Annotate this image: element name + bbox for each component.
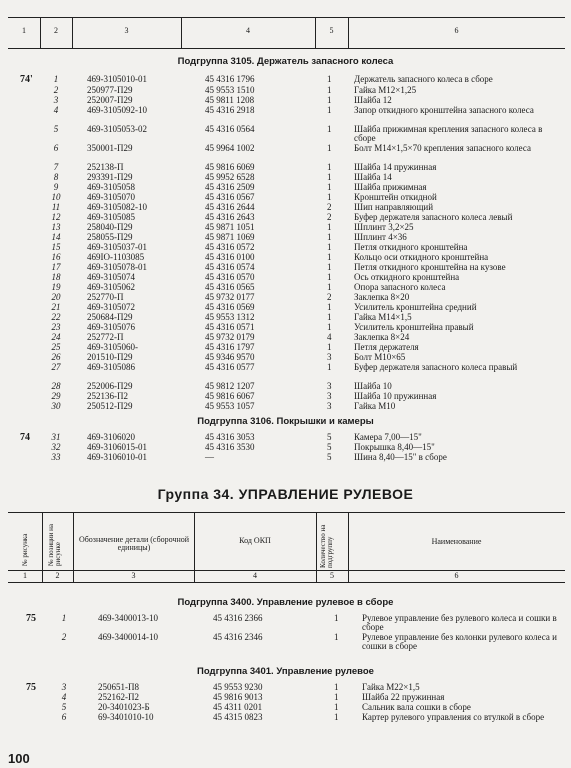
okp-code: 45 4316 2346 bbox=[213, 632, 263, 642]
okp-code: 45 4316 0564 bbox=[205, 124, 255, 134]
quantity: 1 bbox=[327, 362, 332, 372]
subgroup-3105-title: Подгруппа 3105. Держатель запасного колеса bbox=[177, 56, 394, 67]
okp-code: 45 9553 1057 bbox=[205, 401, 255, 411]
part-number: 252136-П2 bbox=[87, 391, 128, 401]
part-name: Болт М14×1,5×70 крепления запасного колеса bbox=[354, 143, 531, 153]
position-number: 7 bbox=[53, 162, 59, 172]
colnum-6: 6 bbox=[454, 571, 459, 580]
top-col-1: 1 bbox=[22, 26, 26, 35]
part-name: Усилитель кронштейна средний bbox=[354, 302, 477, 312]
okp-code: 45 4316 2366 bbox=[213, 613, 263, 623]
part-name: Шайба 10 bbox=[354, 381, 392, 391]
quantity: 1 bbox=[327, 162, 332, 172]
part-number: 469-3105062 bbox=[87, 282, 135, 292]
position-number: 32 bbox=[51, 442, 61, 452]
quantity: 1 bbox=[327, 342, 332, 352]
okp-code: 45 4316 2509 bbox=[205, 182, 255, 192]
position-number: 10 bbox=[51, 192, 61, 202]
okp-code: 45 4311 0201 bbox=[213, 702, 263, 712]
okp-code: 45 9553 1510 bbox=[205, 85, 255, 95]
top-col-2: 2 bbox=[54, 26, 58, 35]
position-number: 9 bbox=[53, 182, 59, 192]
part-name: Держатель запасного колеса в сборе bbox=[354, 74, 493, 84]
okp-code: 45 4316 3530 bbox=[205, 442, 255, 452]
table-header-rule-bottom bbox=[8, 582, 565, 583]
part-name: Усилитель кронштейна правый bbox=[354, 322, 474, 332]
quantity: 1 bbox=[334, 613, 339, 623]
part-number: 469-3105058 bbox=[87, 182, 135, 192]
part-number: 469-3105078-01 bbox=[87, 262, 147, 272]
position-number: 19 bbox=[51, 282, 61, 292]
part-number: 350001-П29 bbox=[87, 143, 133, 153]
okp-code: 45 9952 6528 bbox=[205, 172, 255, 182]
okp-code: 45 9816 6067 bbox=[205, 391, 255, 401]
colnum-4: 4 bbox=[253, 571, 257, 580]
header-pos-no-text: № позиции на рисунке bbox=[47, 523, 63, 566]
quantity: 2 bbox=[327, 202, 332, 212]
part-name: Шайба 22 пружинная bbox=[362, 692, 445, 702]
position-number: 18 bbox=[51, 272, 61, 282]
quantity: 1 bbox=[334, 682, 339, 692]
part-name: Кронштейн откидной bbox=[354, 192, 437, 202]
okp-code: 45 4316 1796 bbox=[205, 74, 255, 84]
quantity: 1 bbox=[327, 172, 332, 182]
quantity: 1 bbox=[327, 222, 332, 232]
part-number: 469-3105037-01 bbox=[87, 242, 147, 252]
position-number: 27 bbox=[51, 362, 61, 372]
part-name: Шип направляющий bbox=[354, 202, 434, 212]
part-name: Камера 7,00—15" bbox=[354, 432, 422, 442]
part-number: 258055-П29 bbox=[87, 232, 133, 242]
table-header-rule-top bbox=[8, 512, 565, 513]
okp-code: 45 4316 0565 bbox=[205, 282, 255, 292]
part-name: Шайба 12 bbox=[354, 95, 392, 105]
part-number: 469-3105085 bbox=[87, 212, 135, 222]
part-number: 252162-П2 bbox=[98, 692, 139, 702]
okp-code: 45 9811 1208 bbox=[205, 95, 255, 105]
part-number: 469-3105074 bbox=[87, 272, 135, 282]
position-number: 21 bbox=[51, 302, 61, 312]
quantity: 1 bbox=[327, 143, 332, 153]
okp-code: 45 4316 0572 bbox=[205, 242, 255, 252]
position-number: 6 bbox=[61, 712, 67, 722]
quantity: 3 bbox=[327, 381, 332, 391]
part-number: 252138-П bbox=[87, 162, 124, 172]
quantity: 3 bbox=[327, 401, 332, 411]
okp-code: 45 4316 1797 bbox=[205, 342, 255, 352]
part-name: Буфер держателя запасного колеса правый bbox=[354, 362, 518, 372]
header-designation: Обозначение детали (сборочной единицы) bbox=[78, 535, 190, 553]
position-number: 3 bbox=[53, 95, 59, 105]
part-name: Шайба 14 bbox=[354, 172, 392, 182]
colnum-2: 2 bbox=[55, 571, 60, 580]
part-number: 469-3105053-02 bbox=[87, 124, 147, 134]
header-okp: Код ОКП bbox=[239, 536, 271, 545]
quantity: 3 bbox=[327, 352, 332, 362]
position-number: 33 bbox=[51, 452, 61, 462]
position-number: 5 bbox=[61, 702, 67, 712]
okp-code: 45 9732 0177 bbox=[205, 292, 255, 302]
part-number: 250684-П29 bbox=[87, 312, 133, 322]
position-number: 20 bbox=[51, 292, 61, 302]
part-name: Картер рулевого управления со втулкой в сборе bbox=[362, 712, 545, 722]
position-number: 11 bbox=[51, 202, 61, 212]
position-number: 3 bbox=[61, 682, 67, 692]
quantity: 1 bbox=[327, 272, 332, 282]
group-34-title: Группа 34. УПРАВЛЕНИЕ РУЛЕВОЕ bbox=[157, 486, 414, 502]
quantity: 1 bbox=[327, 182, 332, 192]
quantity: 1 bbox=[327, 105, 332, 115]
part-number: 252007-П29 bbox=[87, 95, 133, 105]
quantity: 1 bbox=[327, 192, 332, 202]
okp-code: — bbox=[205, 452, 214, 462]
subgroup-3400-title: Подгруппа 3400. Управление рулевое в сборе bbox=[177, 597, 394, 608]
part-number: 250651-П8 bbox=[98, 682, 139, 692]
quantity: 4 bbox=[327, 332, 332, 342]
top-col-3: 3 bbox=[124, 26, 129, 35]
part-name: Шина 8,40—15" в сборе bbox=[354, 452, 447, 462]
okp-code: 45 4316 3053 bbox=[205, 432, 255, 442]
position-number: 2 bbox=[53, 85, 59, 95]
table-header-rule-mid bbox=[8, 570, 565, 571]
position-number: 23 bbox=[51, 322, 61, 332]
quantity: 1 bbox=[327, 124, 332, 134]
okp-code: 45 9964 1002 bbox=[205, 143, 255, 153]
part-number: 469-3105072 bbox=[87, 302, 135, 312]
position-number: 22 bbox=[51, 312, 61, 322]
okp-code: 45 9732 0179 bbox=[205, 332, 255, 342]
part-number: 469-3106020 bbox=[87, 432, 135, 442]
okp-code: 45 4316 0577 bbox=[205, 362, 255, 372]
part-number: 469-3106010-01 bbox=[87, 452, 147, 462]
okp-code: 45 4316 0100 bbox=[205, 252, 255, 262]
part-name: Опора запасного колеса bbox=[354, 282, 446, 292]
part-number: 258040-П29 bbox=[87, 222, 133, 232]
position-number: 5 bbox=[53, 124, 59, 134]
okp-code: 45 4316 2918 bbox=[205, 105, 255, 115]
position-number: 24 bbox=[51, 332, 61, 342]
part-number: 252006-П29 bbox=[87, 381, 133, 391]
figure-number: 74' bbox=[20, 74, 33, 85]
part-number: 469-3105086 bbox=[87, 362, 135, 372]
quantity: 1 bbox=[334, 712, 339, 722]
part-number: 250977-П29 bbox=[87, 85, 133, 95]
quantity: 1 bbox=[327, 282, 332, 292]
quantity: 1 bbox=[334, 702, 339, 712]
figure-number: 75 bbox=[26, 682, 36, 693]
page-number: 100 bbox=[8, 751, 30, 766]
part-name: Гайка М12×1,25 bbox=[354, 85, 417, 95]
quantity: 1 bbox=[327, 74, 332, 84]
quantity: 5 bbox=[327, 452, 332, 462]
header-fig-no: № рисунка bbox=[21, 533, 29, 566]
okp-code: 45 9816 6069 bbox=[205, 162, 255, 172]
part-number: 469-3105082-10 bbox=[87, 202, 147, 212]
quantity: 5 bbox=[327, 442, 332, 452]
subgroup-3106-title: Подгруппа 3106. Покрышки и камеры bbox=[197, 416, 374, 427]
position-number: 4 bbox=[53, 105, 59, 115]
quantity: 1 bbox=[327, 312, 332, 322]
part-number: 469-3400013-10 bbox=[98, 613, 158, 623]
okp-code: 45 4316 0570 bbox=[205, 272, 255, 282]
quantity: 1 bbox=[327, 95, 332, 105]
part-name: Рулевое управление без колонки рулевого колеса и сошки в сборе bbox=[362, 632, 557, 651]
position-number: 14 bbox=[51, 232, 61, 242]
part-name: Заклепка 8×24 bbox=[354, 332, 410, 342]
quantity: 1 bbox=[327, 302, 332, 312]
subgroup-3401-title: Подгруппа 3401. Управление рулевое bbox=[197, 666, 374, 677]
part-name: Кольцо оси откидного кронштейна bbox=[354, 252, 489, 262]
part-number: 469-3105070 bbox=[87, 192, 135, 202]
position-number: 4 bbox=[61, 692, 67, 702]
top-col-4: 4 bbox=[246, 26, 250, 35]
part-number: 293391-П29 bbox=[87, 172, 133, 182]
part-name: Запор откидного кронштейна запасного колеса bbox=[354, 105, 534, 115]
top-col-5: 5 bbox=[329, 26, 334, 35]
position-number: 30 bbox=[51, 401, 61, 411]
part-number: 469-3105010-01 bbox=[87, 74, 147, 84]
part-number: 469IO-1103085 bbox=[87, 252, 145, 262]
position-number: 15 bbox=[51, 242, 61, 252]
position-number: 29 bbox=[51, 391, 61, 401]
part-name: Шайба прижимная крепления запасного колеса в сборе bbox=[354, 124, 543, 143]
okp-code: 45 4316 0571 bbox=[205, 322, 255, 332]
part-number: 252772-П bbox=[87, 332, 124, 342]
part-number: 469-3105076 bbox=[87, 322, 135, 332]
quantity: 3 bbox=[327, 391, 332, 401]
part-number: 250512-П29 bbox=[87, 401, 133, 411]
okp-code: 45 9812 1207 bbox=[205, 381, 255, 391]
position-number: 25 bbox=[51, 342, 61, 352]
part-number: 469-3400014-10 bbox=[98, 632, 158, 642]
position-number: 17 bbox=[51, 262, 61, 272]
okp-code: 45 4316 2644 bbox=[205, 202, 255, 212]
part-name: Шайба 14 пружинная bbox=[354, 162, 437, 172]
position-number: 26 bbox=[51, 352, 61, 362]
position-number: 12 bbox=[51, 212, 61, 222]
okp-code: 45 9816 9013 bbox=[213, 692, 263, 702]
quantity: 2 bbox=[327, 292, 332, 302]
part-number: 69-3401010-10 bbox=[98, 712, 154, 722]
figure-number: 74 bbox=[20, 432, 30, 443]
okp-code: 45 9346 9570 bbox=[205, 352, 255, 362]
quantity: 1 bbox=[327, 232, 332, 242]
header-pos-no bbox=[48, 514, 63, 566]
top-col-6: 6 bbox=[454, 26, 459, 35]
position-number: 28 bbox=[51, 381, 61, 391]
part-number: 469-3105060- bbox=[87, 342, 138, 352]
position-number: 31 bbox=[51, 432, 61, 442]
position-number: 8 bbox=[53, 172, 59, 182]
position-number: 6 bbox=[53, 143, 59, 153]
quantity: 1 bbox=[327, 242, 332, 252]
part-name: Покрышка 8,40—15" bbox=[354, 442, 435, 452]
top-header-rule-bottom bbox=[8, 48, 565, 49]
part-name: Шайба 10 пружинная bbox=[354, 391, 437, 401]
quantity: 1 bbox=[327, 252, 332, 262]
position-number: 13 bbox=[51, 222, 61, 232]
okp-code: 45 4316 2643 bbox=[205, 212, 255, 222]
part-number: 20-3401023-Б bbox=[98, 702, 150, 712]
position-number: 2 bbox=[61, 632, 67, 642]
okp-code: 45 9553 9230 bbox=[213, 682, 263, 692]
colnum-3: 3 bbox=[131, 571, 136, 580]
part-name: Петля держателя bbox=[354, 342, 419, 352]
quantity: 2 bbox=[327, 212, 332, 222]
part-name: Сальник вала сошки в сборе bbox=[362, 702, 471, 712]
quantity: 1 bbox=[327, 322, 332, 332]
part-number: 201510-П29 bbox=[87, 352, 133, 362]
part-number: 469-3105092-10 bbox=[87, 105, 147, 115]
position-number: 16 bbox=[51, 252, 61, 262]
part-name: Шплинт 4×36 bbox=[354, 232, 407, 242]
part-name: Петля откидного кронштейна на кузове bbox=[354, 262, 506, 272]
okp-code: 45 4316 0569 bbox=[205, 302, 255, 312]
part-name: Гайка М10 bbox=[354, 401, 396, 411]
part-name: Гайка М22×1,5 bbox=[362, 682, 420, 692]
okp-code: 45 9871 1051 bbox=[205, 222, 255, 232]
okp-code: 45 9871 1069 bbox=[205, 232, 255, 242]
position-number: 1 bbox=[61, 613, 67, 623]
position-number: 1 bbox=[53, 74, 59, 84]
part-number: 469-3106015-01 bbox=[87, 442, 147, 452]
quantity: 1 bbox=[327, 262, 332, 272]
top-header-rule-top bbox=[8, 17, 565, 18]
quantity: 1 bbox=[334, 692, 339, 702]
part-number: 252770-П bbox=[87, 292, 124, 302]
part-name: Шплинт 3,2×25 bbox=[354, 222, 414, 232]
figure-number: 75 bbox=[26, 613, 36, 624]
part-name: Ось откидного кронштейна bbox=[354, 272, 460, 282]
part-name: Рулевое управление без рулевого колеса и сошки в сборе bbox=[362, 613, 557, 632]
header-qty bbox=[320, 514, 335, 568]
part-name: Шайба прижимная bbox=[354, 182, 427, 192]
okp-code: 45 4315 0823 bbox=[213, 712, 263, 722]
okp-code: 45 4316 0574 bbox=[205, 262, 255, 272]
colnum-1: 1 bbox=[23, 571, 27, 580]
part-name: Заклепка 8×20 bbox=[354, 292, 410, 302]
header-name: Наименование bbox=[431, 537, 482, 546]
quantity: 1 bbox=[327, 85, 332, 95]
part-name: Буфер держателя запасного колеса левый bbox=[354, 212, 513, 222]
okp-code: 45 4316 0567 bbox=[205, 192, 255, 202]
quantity: 1 bbox=[334, 632, 339, 642]
okp-code: 45 9553 1312 bbox=[205, 312, 255, 322]
part-name: Петля откидного кронштейна bbox=[354, 242, 468, 252]
part-name: Болт М10×65 bbox=[354, 352, 406, 362]
quantity: 5 bbox=[327, 432, 332, 442]
part-name: Гайка М14×1,5 bbox=[354, 312, 412, 322]
colnum-5: 5 bbox=[330, 571, 334, 580]
header-qty-text: Количество на подгруппу bbox=[319, 524, 335, 568]
